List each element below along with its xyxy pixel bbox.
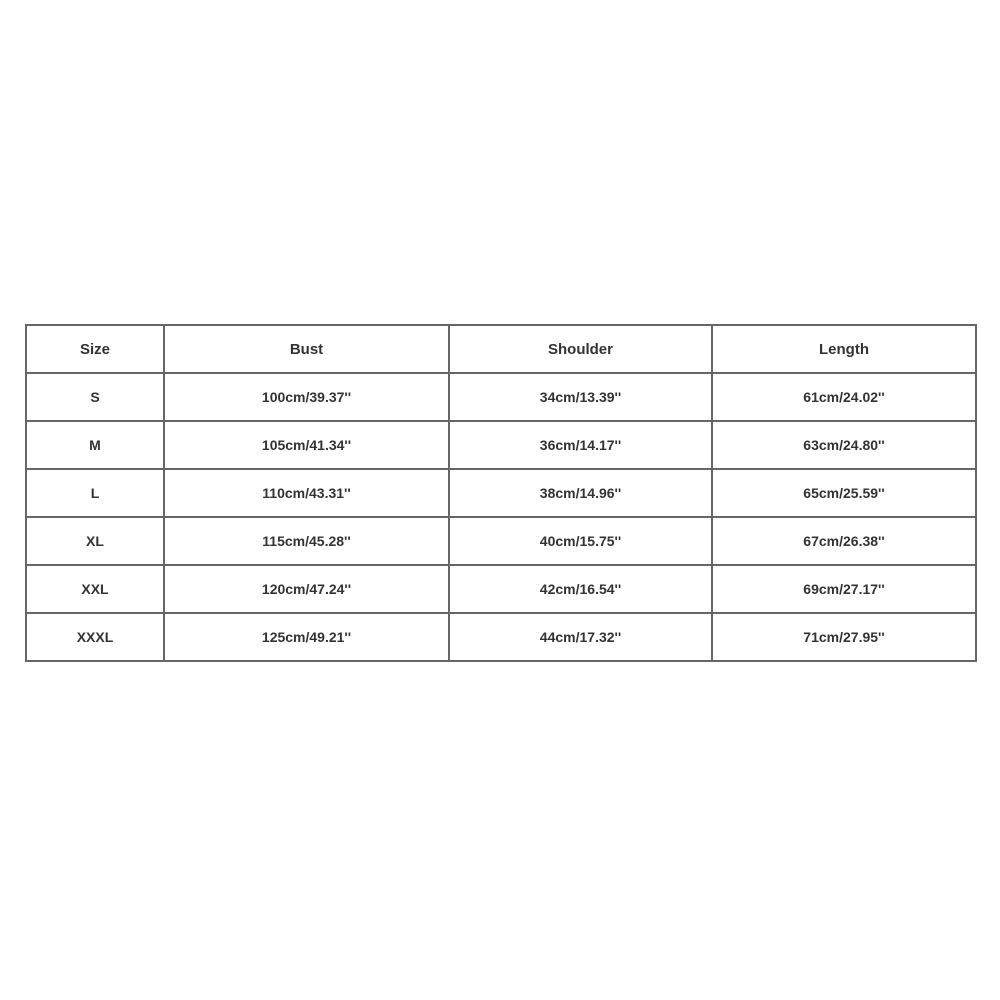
cell-size: XL — [26, 517, 164, 565]
cell-shoulder: 34cm/13.39'' — [449, 373, 712, 421]
table-row — [26, 517, 976, 565]
cell-bust: 100cm/39.37'' — [164, 373, 449, 421]
table-row — [26, 613, 976, 661]
cell-shoulder: 38cm/14.96'' — [449, 469, 712, 517]
table-row — [26, 373, 976, 421]
cell-size: L — [26, 469, 164, 517]
cell-length: 61cm/24.02'' — [712, 373, 976, 421]
header-size: Size — [26, 325, 164, 373]
cell-length: 63cm/24.80'' — [712, 421, 976, 469]
header-shoulder: Shoulder — [449, 325, 712, 373]
cell-bust: 105cm/41.34'' — [164, 421, 449, 469]
table-row — [26, 565, 976, 613]
cell-length: 65cm/25.59'' — [712, 469, 976, 517]
size-chart-table — [25, 324, 977, 662]
cell-size: XXXL — [26, 613, 164, 661]
cell-bust: 115cm/45.28'' — [164, 517, 449, 565]
cell-size: XXL — [26, 565, 164, 613]
table-header-row — [26, 325, 976, 373]
cell-shoulder: 44cm/17.32'' — [449, 613, 712, 661]
cell-length: 67cm/26.38'' — [712, 517, 976, 565]
cell-length: 71cm/27.95'' — [712, 613, 976, 661]
header-bust: Bust — [164, 325, 449, 373]
table-row — [26, 421, 976, 469]
cell-size: S — [26, 373, 164, 421]
cell-bust: 120cm/47.24'' — [164, 565, 449, 613]
cell-bust: 110cm/43.31'' — [164, 469, 449, 517]
table-row — [26, 469, 976, 517]
cell-shoulder: 40cm/15.75'' — [449, 517, 712, 565]
cell-size: M — [26, 421, 164, 469]
cell-length: 69cm/27.17'' — [712, 565, 976, 613]
cell-shoulder: 36cm/14.17'' — [449, 421, 712, 469]
header-length: Length — [712, 325, 976, 373]
cell-bust: 125cm/49.21'' — [164, 613, 449, 661]
cell-shoulder: 42cm/16.54'' — [449, 565, 712, 613]
